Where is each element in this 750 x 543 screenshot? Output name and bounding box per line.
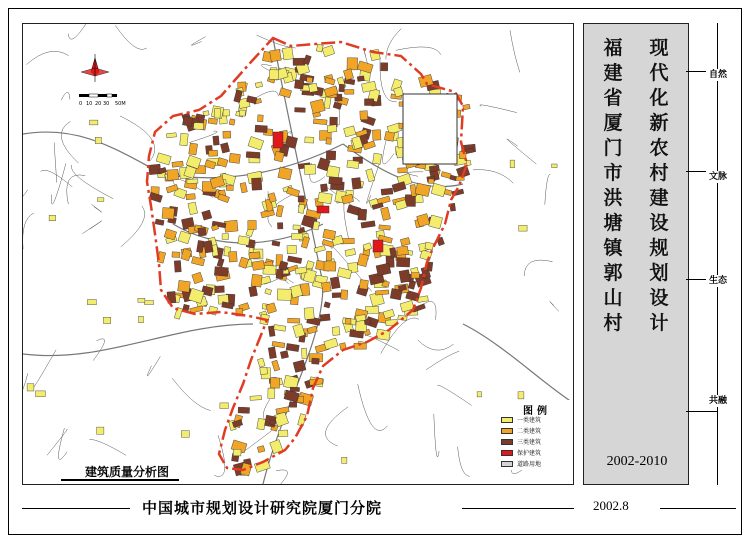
building-class1 <box>274 325 286 332</box>
parcel-line <box>426 351 459 370</box>
building-class2 <box>411 273 419 279</box>
building-class1 <box>238 236 250 246</box>
building-class2 <box>324 262 336 271</box>
legend-item <box>501 459 541 468</box>
title-project: 现代化新农村建设规划设计 <box>649 37 669 334</box>
footer-rule-right <box>660 508 736 509</box>
building-class2 <box>357 254 368 267</box>
building-class2 <box>326 138 332 145</box>
building-class1 <box>138 298 145 302</box>
building-class3 <box>303 55 311 65</box>
building-class1 <box>298 204 305 213</box>
building-class3 <box>339 84 345 92</box>
parcel-line <box>61 92 70 100</box>
legend-item <box>501 448 541 457</box>
legend-label: 二类建筑 <box>517 428 542 435</box>
building-class2 <box>252 260 265 270</box>
building-class1 <box>304 164 315 174</box>
building-class2 <box>226 185 233 190</box>
legend-item <box>501 415 541 424</box>
theme-nature: 自然 <box>706 69 730 81</box>
parcel-line <box>524 260 552 276</box>
legend-swatch-class3 <box>501 439 513 445</box>
building-class1 <box>90 120 98 125</box>
parcel-line <box>473 170 513 184</box>
open-plaza <box>403 94 457 164</box>
building-class1 <box>342 457 347 463</box>
building-class3 <box>399 270 411 283</box>
building-class1 <box>552 164 558 168</box>
building-class1 <box>373 153 382 164</box>
building-class2 <box>381 207 391 220</box>
building-class3 <box>361 221 375 228</box>
building-class2 <box>270 378 280 388</box>
building-class3 <box>295 108 306 113</box>
building-class1 <box>431 183 446 197</box>
parcel-line <box>58 428 67 459</box>
building-protected <box>317 206 329 213</box>
title-panel <box>583 23 689 485</box>
building-class1 <box>233 449 241 456</box>
building-class2 <box>313 119 327 125</box>
building-class2 <box>167 169 179 180</box>
legend-swatch-protected <box>501 450 513 456</box>
parcel-line <box>82 221 101 234</box>
map-panel <box>22 23 574 485</box>
building-class2 <box>172 252 180 258</box>
plan-period: 2002-2010 <box>606 454 668 469</box>
building-class1 <box>324 338 338 349</box>
building-class3 <box>405 195 415 207</box>
building-class1 <box>326 166 339 179</box>
building-class2 <box>359 280 368 290</box>
building-class3 <box>246 152 260 159</box>
footer-date: 2002.8 <box>593 498 629 513</box>
building-class3 <box>202 210 212 220</box>
building-class2 <box>279 88 291 98</box>
theme-culture: 文脉 <box>706 171 730 183</box>
building-class2 <box>345 89 354 94</box>
rail-tick <box>686 411 718 412</box>
building-class1 <box>322 45 335 57</box>
road <box>23 132 163 174</box>
building-class1 <box>36 391 46 397</box>
building-class2 <box>209 150 218 156</box>
building-class1 <box>287 245 297 254</box>
building-class1 <box>239 110 245 116</box>
building-class1 <box>293 324 305 338</box>
building-class2 <box>341 290 348 300</box>
building-class1 <box>255 82 262 88</box>
building-class1 <box>425 242 434 250</box>
building-class1 <box>345 249 356 257</box>
building-class1 <box>263 265 276 274</box>
building-class3 <box>198 227 206 236</box>
parcel-line <box>23 213 34 249</box>
parcel-line <box>420 301 436 319</box>
building-class3 <box>214 267 228 277</box>
legend-item <box>501 426 541 435</box>
parcel-line <box>115 25 146 49</box>
building-class2 <box>347 58 358 70</box>
building-class1 <box>327 125 337 133</box>
building-class1 <box>181 431 189 438</box>
building-class2 <box>172 161 183 167</box>
building-class3 <box>249 286 258 297</box>
building-class1 <box>332 327 340 336</box>
building-class1 <box>269 70 279 80</box>
parcel-line <box>71 165 113 199</box>
building-class1 <box>144 301 153 305</box>
building-class2 <box>441 172 451 179</box>
building-class3 <box>174 261 181 273</box>
building-class3 <box>294 80 304 90</box>
footer-rule-mid <box>462 508 574 509</box>
parcel-line <box>51 163 66 204</box>
building-class3 <box>255 125 267 133</box>
building-class3 <box>182 116 192 126</box>
building-class2 <box>384 131 394 141</box>
building-class2 <box>310 99 325 113</box>
building-class1 <box>49 215 56 221</box>
building-class3 <box>286 343 299 351</box>
title-location: 福建省厦门市洪塘镇郭山村 <box>603 37 623 334</box>
building-class2 <box>276 407 289 414</box>
parcel-line <box>26 51 68 64</box>
building-class2 <box>229 153 240 163</box>
legend-label: 保护建筑 <box>517 450 542 457</box>
building-class2 <box>191 256 204 266</box>
building-class2 <box>321 282 331 292</box>
building-class1 <box>324 97 331 109</box>
map-title: 建筑质量分析图 <box>83 462 171 481</box>
building-class2 <box>360 111 368 120</box>
building-class1 <box>260 367 268 374</box>
parcel-line <box>418 340 454 350</box>
building-class1 <box>193 122 203 129</box>
building-class3 <box>272 241 280 246</box>
building-class1 <box>282 47 293 60</box>
building-class1 <box>316 44 323 52</box>
scale-label: 50M <box>115 101 126 107</box>
building-class1 <box>220 403 229 409</box>
building-class2 <box>272 360 280 371</box>
building-class3 <box>320 314 330 321</box>
building-class2 <box>162 208 174 220</box>
parcel-line <box>23 373 28 412</box>
building-class3 <box>324 302 331 308</box>
building-class2 <box>189 143 198 155</box>
road <box>23 324 253 356</box>
north-arrow-icon <box>81 54 109 82</box>
building-class3 <box>352 177 362 189</box>
building-class3 <box>320 184 327 192</box>
scale-label: 20 <box>95 101 102 107</box>
building-class3 <box>376 263 391 276</box>
parcel-line <box>61 121 78 163</box>
village-plan-map <box>23 24 574 485</box>
building-class2 <box>400 238 410 246</box>
legend <box>497 400 574 470</box>
building-class3 <box>429 165 439 171</box>
building-class1 <box>366 169 375 182</box>
building-class1 <box>347 160 359 169</box>
theme-rail <box>700 23 736 485</box>
parcel-line <box>408 172 424 177</box>
parcel-line <box>437 385 471 405</box>
scale-label: 0 <box>79 101 83 107</box>
building-class2 <box>249 252 261 259</box>
building-class3 <box>357 76 364 82</box>
building-footprints <box>27 44 557 476</box>
building-class3 <box>213 136 220 145</box>
building-class2 <box>186 194 195 200</box>
building-class2 <box>345 318 351 324</box>
building-class3 <box>238 407 250 413</box>
building-class2 <box>375 290 388 295</box>
building-class3 <box>290 387 299 391</box>
footer-organization: 中国城市规划设计研究院厦门分院 <box>142 499 383 517</box>
parcel-line <box>172 378 210 410</box>
building-class1 <box>304 307 314 319</box>
building-class2 <box>218 194 230 203</box>
building-class1 <box>223 110 230 116</box>
building-class3 <box>252 178 262 190</box>
parcel-line <box>255 91 278 98</box>
building-class3 <box>358 209 367 220</box>
parcel-line <box>121 206 145 247</box>
parcel-line <box>480 105 517 113</box>
building-class3 <box>268 347 276 359</box>
legend-title: 图例 <box>523 406 551 417</box>
parcel-line <box>434 414 439 457</box>
building-class1 <box>344 126 356 137</box>
building-class1 <box>293 225 301 230</box>
building-class1 <box>139 316 144 322</box>
building-class1 <box>187 179 198 184</box>
legend-label: 一类建筑 <box>517 417 542 424</box>
building-class1 <box>278 430 288 437</box>
parcel-line <box>89 439 126 455</box>
scale-bar <box>79 94 117 97</box>
building-class3 <box>215 286 225 293</box>
building-class2 <box>192 272 203 284</box>
building-class2 <box>164 229 177 240</box>
parcel-line <box>147 356 160 376</box>
building-class2 <box>208 118 217 124</box>
building-class1 <box>95 137 101 143</box>
building-class3 <box>285 136 298 149</box>
building-class1 <box>265 289 272 295</box>
building-class2 <box>288 318 300 323</box>
building-class3 <box>155 219 164 225</box>
building-class3 <box>312 358 320 364</box>
parcel-line <box>326 407 349 446</box>
building-class3 <box>287 256 301 264</box>
building-class2 <box>240 182 247 192</box>
building-class1 <box>27 384 34 391</box>
building-class1 <box>519 225 527 231</box>
building-class1 <box>188 202 198 215</box>
footer-rule-left <box>22 508 130 509</box>
building-class2 <box>379 225 391 230</box>
parcel-line <box>550 302 559 312</box>
building-class2 <box>357 61 373 73</box>
building-class3 <box>277 223 283 229</box>
legend-label: 三类建筑 <box>517 439 542 446</box>
building-class3 <box>284 390 300 402</box>
building-class3 <box>293 360 306 372</box>
building-protected <box>273 132 283 148</box>
building-class1 <box>318 192 333 204</box>
building-class1 <box>301 348 307 359</box>
building-class3 <box>396 258 409 268</box>
building-class1 <box>87 300 96 305</box>
scale-labels <box>79 101 126 107</box>
parcel-line <box>276 470 288 485</box>
building-class1 <box>222 234 229 240</box>
building-class3 <box>364 99 373 106</box>
parcel-line <box>358 384 388 430</box>
building-class1 <box>97 427 104 434</box>
building-class2 <box>224 220 238 232</box>
building-class2 <box>397 246 409 255</box>
parcel-line <box>47 429 67 455</box>
building-class3 <box>217 258 224 267</box>
building-class1 <box>305 137 314 143</box>
building-class1 <box>277 289 291 301</box>
building-class1 <box>257 358 265 367</box>
building-class1 <box>214 108 221 118</box>
building-class3 <box>326 151 336 160</box>
building-class3 <box>276 269 283 278</box>
parcel-line <box>191 37 205 46</box>
building-class1 <box>180 133 189 146</box>
legend-item <box>501 437 541 446</box>
building-class2 <box>251 274 262 287</box>
theme-ecology: 生态 <box>706 275 730 287</box>
building-class3 <box>280 351 288 359</box>
building-class1 <box>420 250 432 261</box>
building-class1 <box>268 388 275 398</box>
building-class1 <box>103 317 110 323</box>
theme-integration: 共融 <box>706 395 730 407</box>
building-class1 <box>257 418 266 430</box>
building-class2 <box>325 77 336 85</box>
parcel-line <box>396 47 441 55</box>
building-class3 <box>220 143 229 154</box>
building-class2 <box>229 119 235 125</box>
building-class2 <box>223 131 231 138</box>
parcel-line <box>364 50 368 64</box>
parcel-line <box>458 447 470 477</box>
scale-label: 10 <box>86 101 93 107</box>
legend-swatch-road <box>501 461 513 467</box>
map-title-underline <box>61 479 179 481</box>
building-class2 <box>272 341 285 347</box>
building-class2 <box>286 187 300 197</box>
building-class3 <box>289 402 296 407</box>
parcel-line <box>545 174 551 205</box>
building-class1 <box>477 392 481 397</box>
building-class2 <box>229 251 238 262</box>
legend-label: 道路用地 <box>517 461 542 468</box>
building-class2 <box>257 115 263 122</box>
building-class1 <box>518 392 524 399</box>
building-class1 <box>309 83 318 92</box>
building-protected <box>373 240 383 252</box>
building-class1 <box>167 133 177 138</box>
building-class3 <box>298 196 304 202</box>
building-class2 <box>257 446 265 453</box>
parcel-line <box>68 24 99 39</box>
building-class3 <box>392 182 406 193</box>
legend-swatch-class2 <box>501 428 513 434</box>
building-class1 <box>383 309 394 318</box>
building-class1 <box>97 198 104 202</box>
parcel-line <box>91 204 101 212</box>
parcel-line <box>67 175 85 204</box>
parcel-line <box>54 143 57 183</box>
building-class3 <box>293 58 305 65</box>
parcel-line <box>367 163 380 204</box>
building-class2 <box>326 251 331 260</box>
building-class1 <box>510 160 514 168</box>
building-class3 <box>381 63 388 71</box>
building-class1 <box>250 396 262 401</box>
parcel-line <box>510 30 520 72</box>
building-class2 <box>428 179 434 184</box>
building-class2 <box>270 49 282 61</box>
legend-swatch-class1 <box>501 417 513 423</box>
building-class2 <box>307 77 313 82</box>
building-class2 <box>248 220 256 229</box>
building-class3 <box>330 277 340 289</box>
building-class1 <box>156 153 171 165</box>
building-class2 <box>398 168 408 173</box>
rail-line <box>717 23 718 485</box>
building-class3 <box>329 177 343 185</box>
building-class1 <box>248 137 264 151</box>
building-class2 <box>278 167 292 180</box>
building-class1 <box>292 233 303 239</box>
building-class2 <box>372 130 381 141</box>
building-class2 <box>323 229 336 240</box>
scale-label: 30 <box>103 101 110 107</box>
building-class2 <box>178 280 191 292</box>
building-class3 <box>381 188 393 195</box>
